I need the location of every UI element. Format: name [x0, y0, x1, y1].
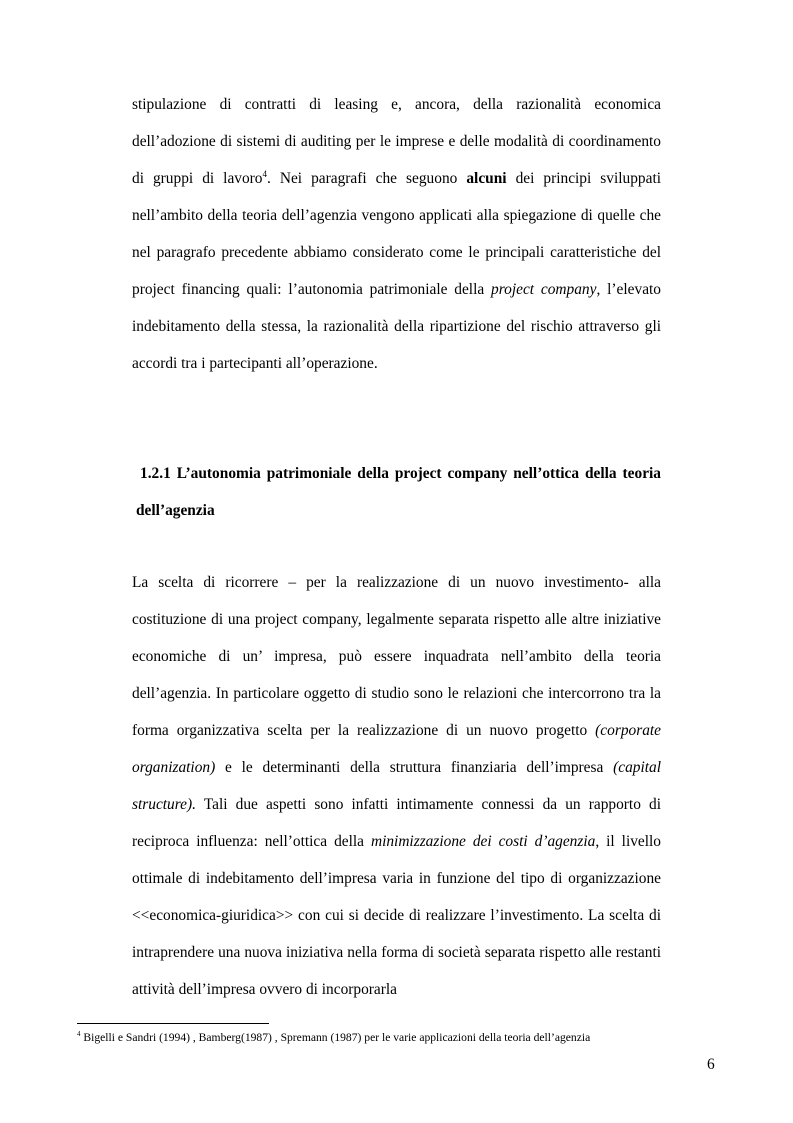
p1-text-3: dei principi sviluppati nell’ambito della teoria dell’agenzia vengono applicati alla spiegazione di quelle che nel paragrafo precedente abbiamo considerato come le principali caratteristiche del project financing quali: l’autonomia patrimoniale della: [132, 170, 661, 298]
footnote-reference: 4: [262, 168, 267, 179]
section-number: 1.2.1: [140, 465, 171, 482]
p2-text-2: e le determinanti della struttura finanziaria dell’impresa: [215, 759, 614, 776]
p1-text-4: , l’elevato indebitamento della stessa, la razionalità della ripartizione del rischio attraverso gli accordi tra i partecipanti all’operazione.: [132, 281, 661, 372]
section-heading: [136, 455, 661, 529]
p2-text-4: , il livello ottimale di indebitamento dell’impresa varia in funzione del tipo di organizzazione <<economica-giuridica>> con cui si decide di realizzare l’investimento. La scelta di intraprendere una nuova iniziativa nella forma di società separata rispetto alle restanti attività dell’impresa ovvero di incorporarla: [132, 833, 662, 998]
p2-text-3: Tali due aspetti sono infatti intimamente connessi da un rapporto di reciproca influenza: nell’ottica della: [132, 796, 661, 850]
footnote-text: Bigelli e Sandri (1994) , Bamberg(1987) , Spremann (1987) per le varie applicazioni della teoria dell’agenzia: [80, 1031, 591, 1044]
footnote-separator: [77, 1023, 269, 1024]
footnote-number: 4: [77, 1030, 81, 1039]
p1-text-2: . Nei paragrafi che seguono: [267, 170, 467, 187]
p1-text-1: stipulazione di contratti di leasing e, ancora, della razionalità economica dell’adozione di sistemi di auditing per le imprese e delle modalità di coordinamento di gruppi di lavoro: [132, 96, 661, 187]
paragraph-section-body: [132, 564, 661, 1008]
p2-text-1: La scelta di ricorrere – per la realizzazione di un nuovo investimento- alla costituzione di una project company, legalmente separata rispetto alle altre iniziative economiche di un’ impresa, può essere inquadrata nell’ambito della teoria dell’agenzia. In particolare oggetto di studio sono le relazioni che intercorrono tra la forma organizzativa scelta per la realizzazione di un nuovo progetto: [132, 574, 661, 739]
page-number: 6: [707, 1056, 715, 1073]
p2-italic-3: minimizzazione dei costi d’agenzia: [370, 833, 596, 850]
section-title: L’autonomia patrimoniale della project company nell’ottica della teoria dell’agenzia: [136, 465, 661, 519]
p1-bold-word: alcuni: [466, 170, 507, 187]
p2-italic-1: (corporate organization): [132, 722, 661, 776]
paragraph-intro: [132, 86, 661, 382]
p2-italic-2: (capital structure).: [132, 759, 661, 813]
footnote: [77, 1030, 677, 1046]
p1-italic-term: project company: [491, 281, 597, 298]
